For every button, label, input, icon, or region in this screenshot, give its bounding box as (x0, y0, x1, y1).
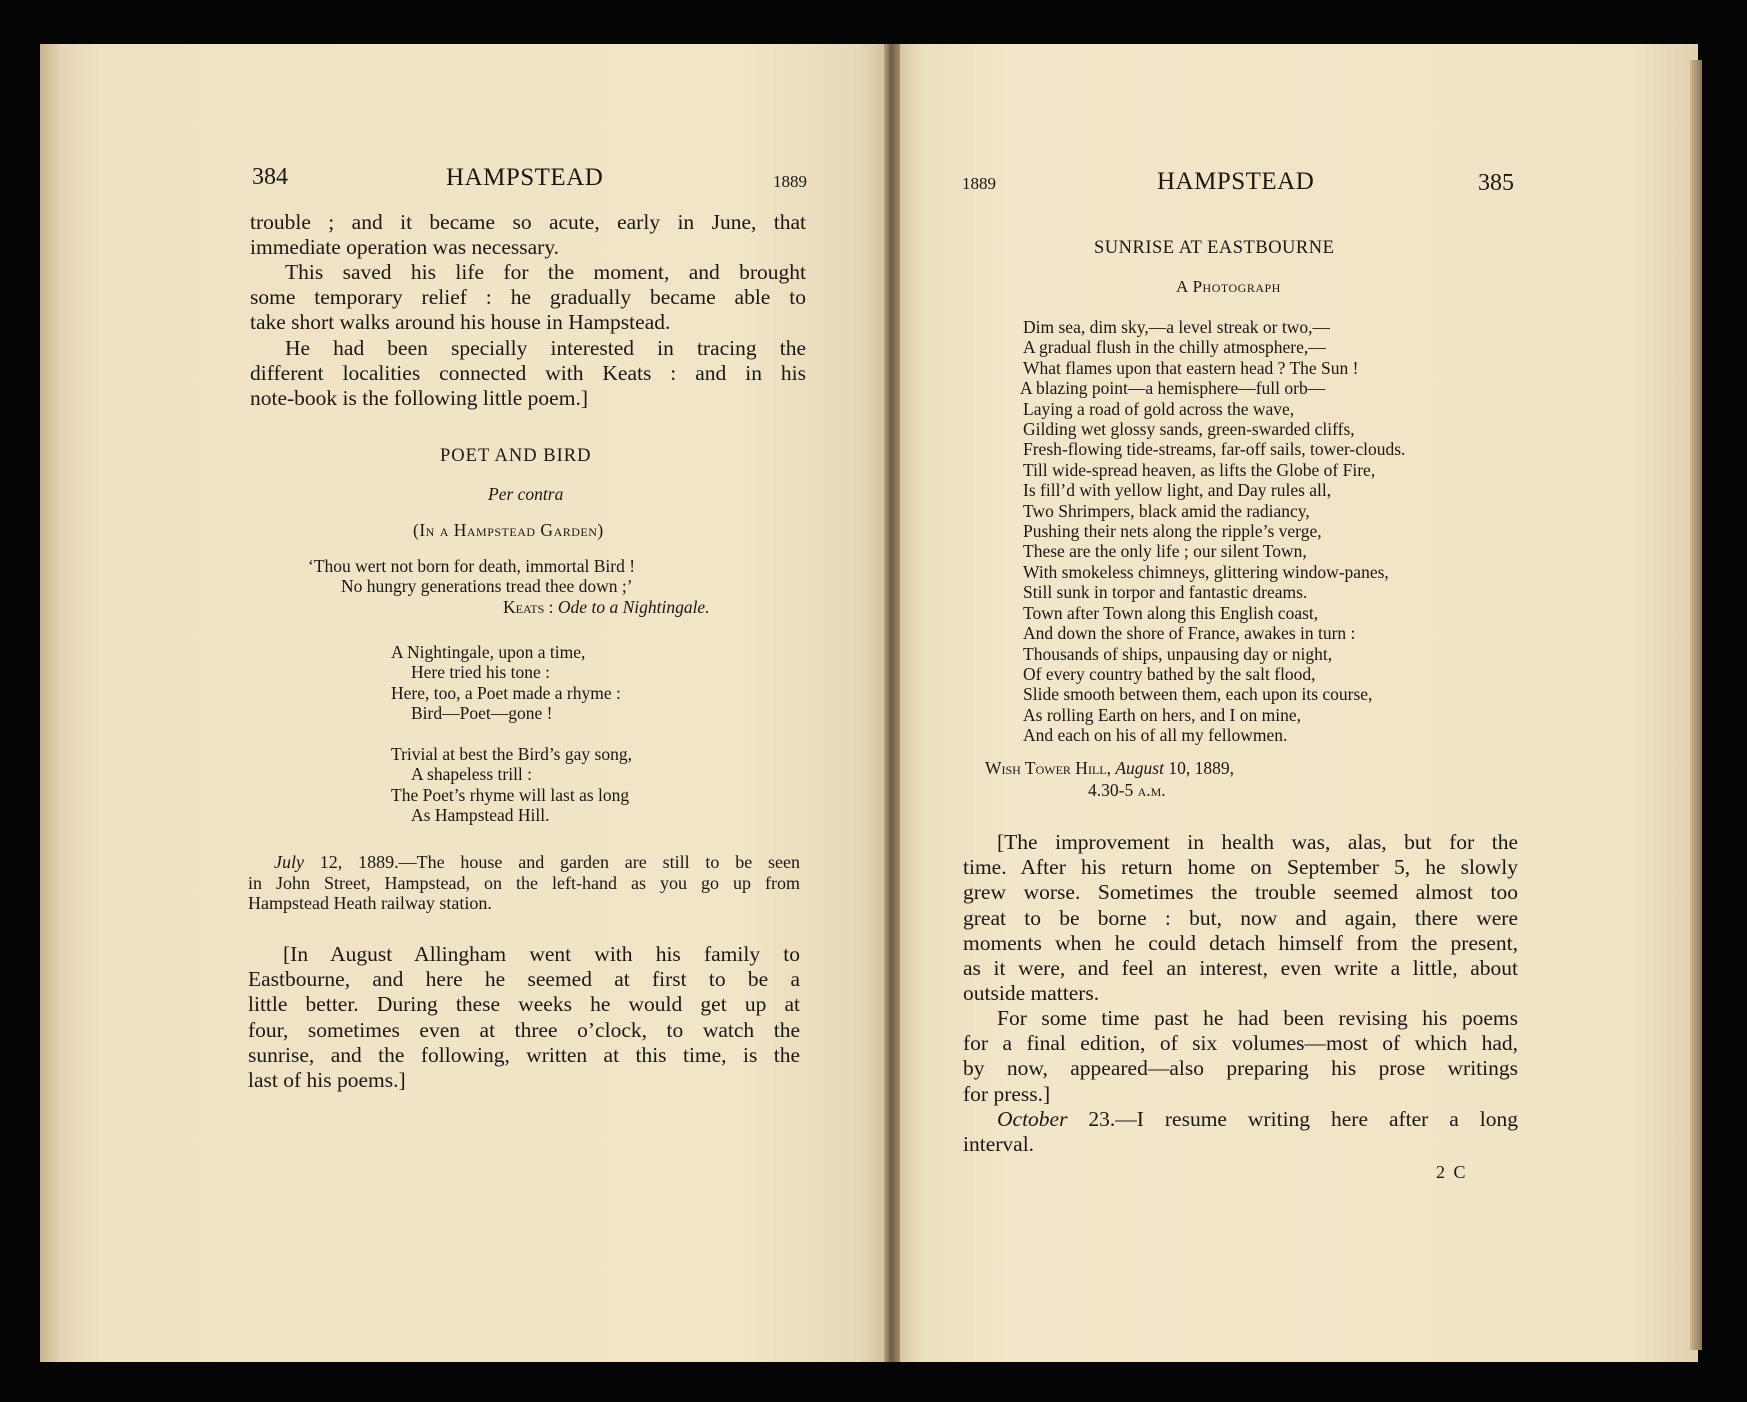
text-line: some temporary relief : he gradually became able to (250, 285, 806, 310)
date-text: 12, 1889.—The house and garden are still to be seen (319, 852, 800, 872)
left-paragraph-4 (248, 942, 800, 1093)
epigraph-author: Keats : (503, 597, 554, 617)
poem-line: Trivial at best the Bird’s gay song, (391, 744, 632, 764)
text-line: great to be borne : but, now and again, there were (963, 905, 1518, 930)
text-line: little better. During these weeks he would get up at (248, 992, 800, 1017)
text-line: moments when he could detach himself from the present, (963, 930, 1518, 955)
left-folio: 384 (252, 164, 288, 190)
poem-stanza-2 (391, 744, 632, 826)
left-paragraph-1 (250, 210, 806, 260)
place-date-italic: August (1115, 758, 1164, 778)
poem-line: Dim sea, dim sky,—a level streak or two,— (1023, 317, 1330, 337)
poem-line: Fresh-flowing tide-streams, far-off sails, tower-clouds. (1023, 439, 1406, 460)
place-date-rest: 10, 1889, (1168, 758, 1234, 778)
poem-line: Of every country bathed by the salt flood, (1023, 663, 1316, 684)
text-line: note-book is the following little poem.] (250, 386, 588, 411)
text-line: [The improvement in health was, alas, but for the (997, 830, 1518, 854)
text-line: Eastbourne, and here he seemed at first to be a (248, 967, 800, 992)
poem-line: And each on his of all my fellowmen. (1023, 725, 1288, 746)
right-folio: 385 (1478, 170, 1514, 196)
poem-line: A shapeless trill : (411, 764, 533, 785)
poem-line: Two Shrimpers, black amid the radiancy, (1023, 500, 1310, 521)
poem-line: Is fill’d with yellow light, and Day rules all, (1023, 480, 1332, 501)
poem-line: A Nightingale, upon a time, (391, 642, 586, 662)
right-year: 1889 (962, 174, 996, 193)
text-line: in John Street, Hampstead, on the left-hand as you go up from (248, 872, 800, 893)
text-line: take short walks around his house in Hampstead. (250, 310, 671, 335)
poem-line: The Poet’s rhyme will last as long (391, 784, 630, 805)
poem-line: A gradual flush in the chilly atmosphere,— (1023, 337, 1326, 358)
text-line: trouble ; and it became so acute, early in June, that (250, 210, 806, 234)
book-gutter (884, 44, 900, 1362)
text-line: as it were, and feel an interest, even write a little, about (963, 955, 1518, 980)
poem-line: Still sunk in torpor and fantastic dreams. (1023, 582, 1308, 603)
text-line (963, 1107, 1518, 1132)
poem-line: And down the shore of France, awakes in turn : (1023, 623, 1356, 644)
text-line: sunrise, and the following, written at this time, is the (248, 1042, 800, 1067)
page-edges (1690, 60, 1702, 1350)
text-line: Hampstead Heath railway station. (248, 893, 492, 914)
left-year: 1889 (773, 172, 807, 191)
poem-line: Till wide-spread heaven, as lifts the Globe of Fire, (1023, 459, 1376, 480)
poem-line: A blazing point—a hemisphere—full orb— (1020, 378, 1326, 399)
poem-line: Slide smooth between them, each upon its course, (1023, 684, 1373, 705)
text-line: last of his poems.] (248, 1067, 406, 1092)
poem-time: 4.30-5 a.m. (1088, 780, 1166, 800)
text-line: four, sometimes even at three o’clock, to watch the (248, 1017, 800, 1042)
text-line: outside matters. (963, 981, 1100, 1006)
poem-line: With smokeless chimneys, glittering window-panes, (1023, 561, 1389, 582)
poem-sunrise-body (1020, 317, 1406, 746)
date-italic: July (274, 852, 304, 872)
place-name: Wish Tower Hill, (985, 758, 1111, 778)
poem-line: Here tried his tone : (411, 662, 550, 683)
poem-line: Bird—Poet—gone ! (411, 703, 553, 724)
epigraph-line-2: No hungry generations tread thee down ;’ (341, 576, 633, 596)
date-italic: October (997, 1107, 1068, 1131)
poem-line: Town after Town along this English coast, (1023, 602, 1319, 623)
date-text: 23.—I resume writing here after a long (1088, 1107, 1518, 1131)
text-line (248, 852, 800, 873)
poem-line: Pushing their nets along the ripple’s verge, (1023, 521, 1322, 542)
poem-line: As rolling Earth on hers, and I on mine, (1023, 704, 1302, 725)
right-date-entry (963, 1107, 1518, 1157)
poem-line: Laying a road of gold across the wave, (1023, 398, 1295, 419)
text-line: time. After his return home on September 5, he slowly (963, 855, 1518, 880)
poem-place-date (985, 758, 1234, 778)
poem-line: These are the only life ; our silent Town, (1023, 541, 1307, 562)
text-line: interval. (963, 1132, 1035, 1157)
right-running-head: HAMPSTEAD (1157, 168, 1315, 195)
poem-place: (In a Hampstead Garden) (413, 520, 604, 540)
text-line: For some time past he had been revising his poems (997, 1006, 1518, 1030)
poem-line: As Hampstead Hill. (411, 805, 550, 826)
right-paragraph-2 (963, 1006, 1518, 1107)
epigraph-attribution (503, 597, 710, 617)
text-line: This saved his life for the moment, and brought (285, 260, 806, 284)
poem-title-sunrise: SUNRISE AT EASTBOURNE (1094, 238, 1335, 258)
text-line: immediate operation was necessary. (250, 235, 560, 260)
text-line: by now, appeared—also preparing his prose writings (963, 1056, 1518, 1081)
poem-subtitle-photograph: A Photograph (1176, 277, 1281, 296)
poem-title-poet-and-bird: POET AND BIRD (440, 446, 592, 466)
epigraph-line-1: ‘Thou wert not born for death, immortal Bird ! (308, 556, 636, 576)
text-line: for press.] (963, 1081, 1051, 1106)
epigraph-work: Ode to a Nightingale. (557, 597, 710, 617)
text-line: grew worse. Sometimes the trouble seemed almost too (963, 880, 1518, 905)
signature-mark: 2 C (1436, 1162, 1468, 1182)
left-running-head: HAMPSTEAD (446, 164, 604, 191)
text-line: for a final edition, of six volumes—most of which had, (963, 1031, 1518, 1056)
poem-line: What flames upon that eastern head ? The Sun ! (1023, 357, 1359, 378)
right-paragraph-1 (963, 830, 1518, 1006)
text-line: He had been specially interested in tracing the (285, 336, 806, 360)
poem-line: Here, too, a Poet made a rhyme : (391, 682, 621, 703)
poem-line: Thousands of ships, unpausing day or night, (1023, 643, 1333, 664)
left-paragraph-3 (250, 336, 806, 412)
left-paragraph-2 (250, 260, 806, 336)
text-line: [In August Allingham went with his family to (283, 942, 800, 966)
poem-stanza-1 (391, 642, 621, 724)
poem-subtitle: Per contra (488, 484, 564, 504)
poem-line: Gilding wet glossy sands, green-swarded cliffs, (1023, 419, 1355, 440)
date-note-july (248, 852, 800, 914)
text-line: different localities connected with Keats : and in his (250, 361, 806, 386)
